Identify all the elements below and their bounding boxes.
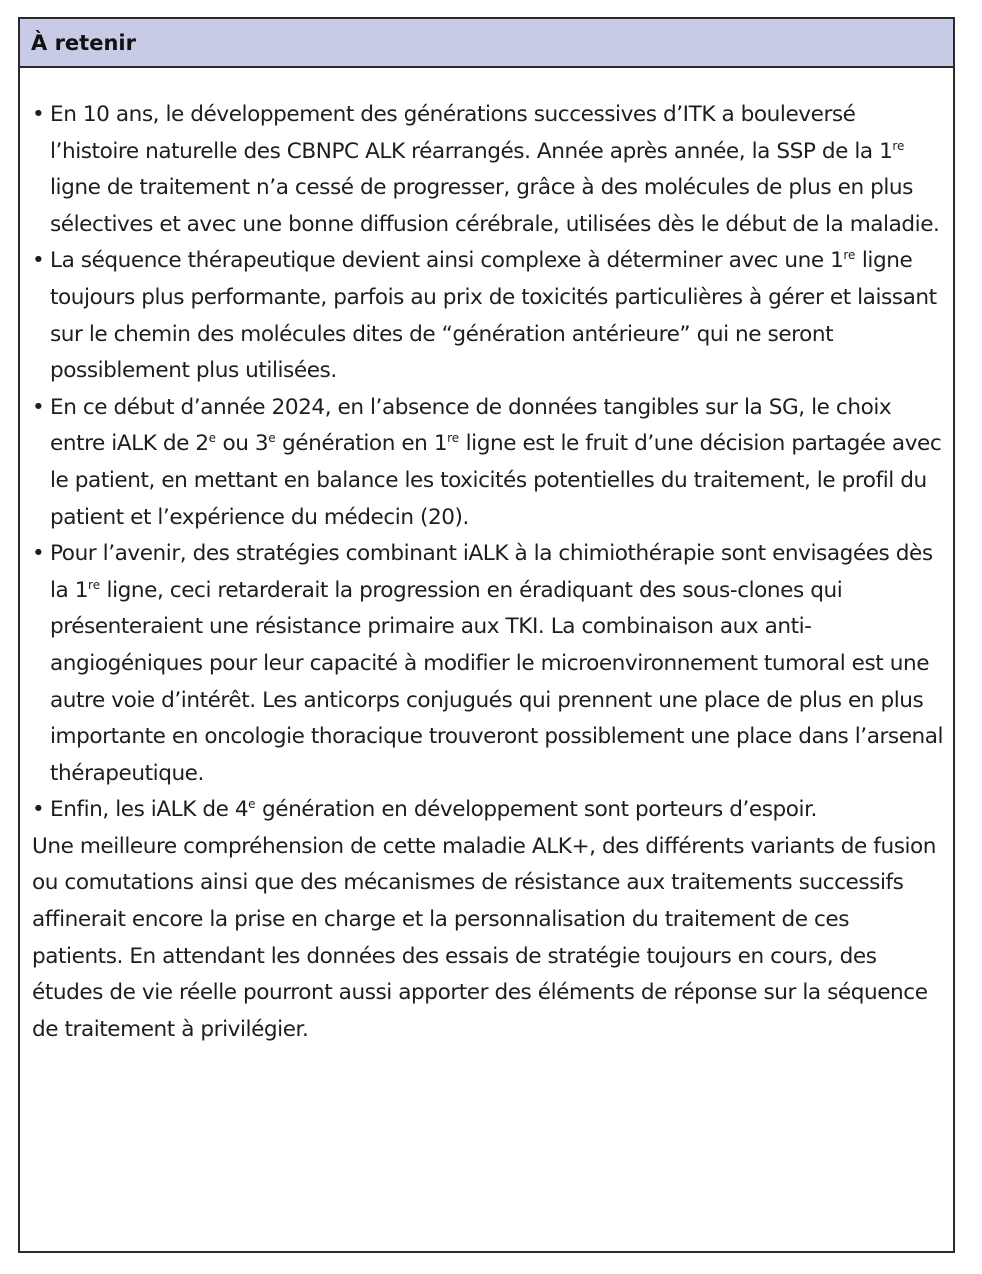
bullet-text: ligne toujours plus performante, parfois au prix de toxicités particulières à gérer et laissant sur le chemin des molécules dites de “génération antérieure” qui ne seront possiblement plus utilisées. — [50, 248, 937, 384]
bullet-text: génération en 1 — [275, 431, 448, 457]
bullet-marker: • — [32, 248, 45, 274]
bullet-item — [32, 536, 945, 792]
box-header — [20, 19, 953, 68]
superscript: re — [447, 431, 460, 446]
bullet-text: ligne, ceci retarderait la progression en éradiquant des sous-clones qui présenteraient une résistance primaire aux TKI. La combinaison aux anti-angiogéniques pour leur capacité à modifier le microenvironnement tumoral est une autre voie d’intérêt. Les anticorps conjugués qui prennent une place de plus en plus importante en oncologie thoracique trouveront possiblement une place dans l’arsenal thérapeutique. — [50, 577, 944, 786]
key-points-box — [18, 17, 955, 1253]
bullet-marker: • — [32, 541, 45, 567]
bullet-text: Enfin, les iALK de 4 — [50, 797, 249, 823]
bullet-text: En ce début d’année 2024, en l’absence de données tangibles sur la SG, le choix entre iALK de 2 — [50, 394, 892, 457]
box-title: À retenir — [31, 30, 136, 55]
bullet-list — [32, 97, 945, 829]
bullet-text: génération en développement sont porteurs d’espoir. — [255, 797, 817, 823]
bullet-item — [32, 243, 945, 389]
bullet-text: Pour l’avenir, des stratégies combinant iALK à la chimiothérapie sont envisagées dès la 1 — [50, 541, 933, 603]
bullet-item — [32, 390, 945, 536]
bullet-text: ligne est le fruit d’une décision partagée avec le patient, en mettant en balance les toxicités potentielles du traitement, le profil du patient et l’expérience du médecin (20). — [50, 431, 942, 530]
superscript: e — [208, 431, 217, 446]
superscript: e — [268, 431, 276, 446]
bullet-text: La séquence thérapeutique devient ainsi complexe à déterminer avec une 1 — [50, 248, 844, 274]
bullet-marker: • — [32, 394, 45, 420]
bullet-text: ligne de traitement n’a cessé de progresser, grâce à des molécules de plus en plus sélectives et avec une bonne diffusion cérébrale, utilisées dès le début de la maladie. — [50, 175, 940, 237]
superscript: e — [248, 797, 256, 812]
box-body — [20, 68, 953, 1048]
bullet-marker: • — [32, 797, 45, 823]
bullet-item — [32, 792, 945, 829]
bullet-marker: • — [32, 102, 45, 127]
superscript: re — [88, 577, 101, 592]
superscript: re — [843, 248, 856, 263]
superscript: re — [892, 138, 905, 153]
conclusion-paragraph: Une meilleure compréhension de cette maladie ALK+, des différents variants de fusion ou comutations ainsi que des mécanismes de résistance aux traitements successifs affinerait encore la prise en charge et la personnalisation du traitement de ces patients. En attendant les données des essais de stratégie toujours en cours, des études de vie réelle pourront aussi apporter des éléments de réponse sur la séquence de traitement à privilégier. — [32, 833, 937, 1042]
bullet-text: ou 3 — [216, 431, 269, 457]
bullet-item — [32, 97, 945, 243]
bullet-text: En 10 ans, le développement des générations successives d’ITK a bouleversé l’histoire naturelle des CBNPC ALK réarrangés. Année après année, la SSP de la 1 — [50, 102, 893, 164]
